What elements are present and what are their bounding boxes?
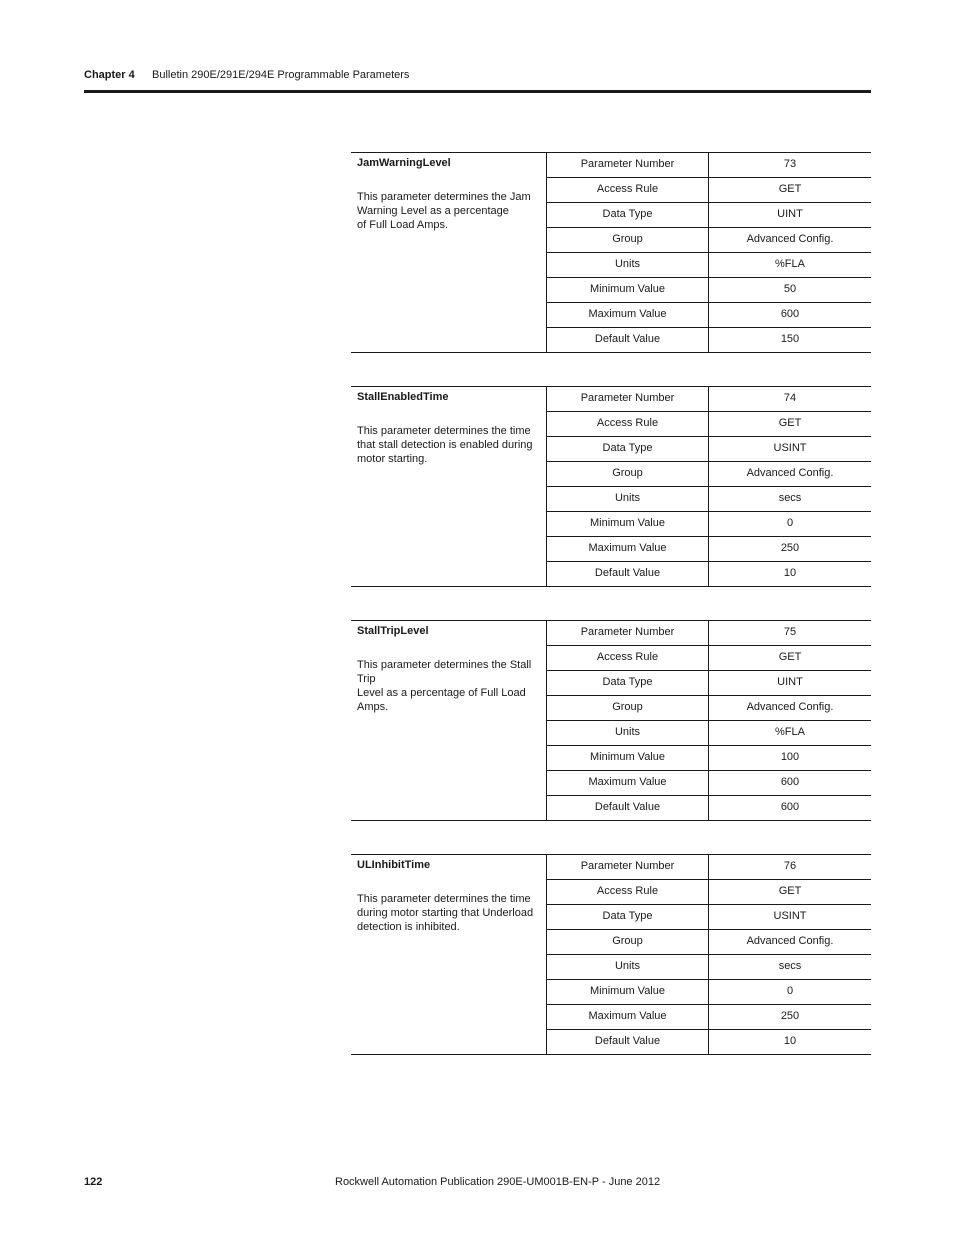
attribute-label: Parameter Number	[547, 855, 709, 879]
attribute-value: GET	[778, 885, 802, 897]
parameter-name: JamWarningLevel	[357, 157, 451, 169]
attribute-value: 600	[780, 308, 800, 320]
attribute-value: Advanced Config.	[746, 935, 834, 947]
attribute-label: Maximum Value	[547, 1005, 709, 1029]
attribute-label: Units	[547, 721, 709, 745]
parameter-attributes-table	[547, 153, 871, 352]
attribute-label: Maximum Value	[547, 537, 709, 561]
parameter-description: This parameter determines the time that stall detection is enabled during motor starting.	[357, 425, 533, 465]
table-row	[547, 328, 871, 352]
attribute-value: 10	[783, 1035, 797, 1047]
attribute-label: Units	[547, 253, 709, 277]
table-row	[547, 253, 871, 278]
attribute-label: Parameter Number	[547, 621, 709, 645]
attribute-label: Data Type	[547, 905, 709, 929]
attribute-label: Access Rule	[547, 412, 709, 436]
table-row	[547, 203, 871, 228]
attribute-value: 600	[780, 801, 800, 813]
attribute-value: 10	[783, 567, 797, 579]
table-row	[547, 303, 871, 328]
table-row	[547, 278, 871, 303]
attribute-label: Data Type	[547, 671, 709, 695]
attribute-value: UINT	[777, 208, 803, 220]
parameter-description-cell	[351, 855, 547, 1054]
table-row	[547, 512, 871, 537]
attribute-value: %FLA	[775, 258, 805, 270]
table-row	[547, 387, 871, 412]
attribute-value: 100	[780, 751, 800, 763]
attribute-value: 75	[783, 626, 797, 638]
attribute-value: 50	[783, 283, 797, 295]
table-row	[547, 178, 871, 203]
parameter-description-cell	[351, 621, 547, 820]
attribute-label: Data Type	[547, 437, 709, 461]
attribute-label: Access Rule	[547, 646, 709, 670]
table-row	[547, 671, 871, 696]
attribute-value: 600	[780, 776, 800, 788]
table-row	[547, 1005, 871, 1030]
attribute-label: Parameter Number	[547, 153, 709, 177]
attribute-label: Minimum Value	[547, 746, 709, 770]
attribute-label: Default Value	[547, 562, 709, 586]
table-row	[547, 721, 871, 746]
attribute-label: Parameter Number	[547, 387, 709, 411]
attribute-value: 250	[780, 1010, 800, 1022]
attribute-label: Group	[547, 228, 709, 252]
attribute-label: Group	[547, 696, 709, 720]
attribute-value: Advanced Config.	[746, 701, 834, 713]
table-row	[547, 980, 871, 1005]
table-row	[547, 905, 871, 930]
attribute-label: Maximum Value	[547, 303, 709, 327]
table-row	[547, 153, 871, 178]
attribute-label: Maximum Value	[547, 771, 709, 795]
attribute-label: Default Value	[547, 796, 709, 820]
attribute-label: Default Value	[547, 328, 709, 352]
attribute-label: Group	[547, 930, 709, 954]
table-row	[547, 462, 871, 487]
attribute-value: GET	[778, 183, 802, 195]
parameter-attributes-table	[547, 387, 871, 586]
parameter-attributes-table	[547, 621, 871, 820]
chapter-label: Chapter 4	[84, 69, 135, 81]
attribute-value: USINT	[773, 442, 807, 454]
parameter-block	[351, 386, 871, 587]
table-row	[547, 412, 871, 437]
header-title: Bulletin 290E/291E/294E Programmable Parameters	[152, 69, 410, 81]
parameter-block	[351, 152, 871, 353]
table-row	[547, 930, 871, 955]
attribute-value: 76	[783, 860, 797, 872]
parameter-name: StallEnabledTime	[357, 391, 449, 403]
attribute-value: UINT	[777, 676, 803, 688]
parameter-description: This parameter determines the time during motor starting that Underload detection is inhibited.	[357, 893, 534, 933]
table-row	[547, 855, 871, 880]
attribute-value: GET	[778, 651, 802, 663]
attribute-label: Minimum Value	[547, 512, 709, 536]
table-row	[547, 562, 871, 586]
table-row	[547, 537, 871, 562]
parameter-description-cell	[351, 153, 547, 352]
attribute-value: secs	[778, 492, 802, 504]
attribute-value: GET	[778, 417, 802, 429]
table-row	[547, 646, 871, 671]
attribute-label: Units	[547, 487, 709, 511]
table-row	[547, 1030, 871, 1054]
table-row	[547, 487, 871, 512]
attribute-label: Units	[547, 955, 709, 979]
attribute-value: USINT	[773, 910, 807, 922]
attribute-label: Data Type	[547, 203, 709, 227]
table-row	[547, 228, 871, 253]
attribute-value: %FLA	[775, 726, 805, 738]
attribute-label: Access Rule	[547, 178, 709, 202]
attribute-value: 150	[780, 333, 800, 345]
parameter-description: This parameter determines the Stall Trip Level as a percentage of Full Load Amps.	[357, 659, 532, 713]
attribute-label: Default Value	[547, 1030, 709, 1054]
table-row	[547, 796, 871, 820]
table-row	[547, 955, 871, 980]
table-row	[547, 880, 871, 905]
table-row	[547, 771, 871, 796]
page-header	[84, 66, 871, 93]
parameter-description-cell	[351, 387, 547, 586]
publication-info: Rockwell Automation Publication 290E-UM001B-EN-P - June 2012	[335, 1176, 661, 1188]
parameter-name: ULInhibitTime	[357, 859, 431, 871]
table-row	[547, 746, 871, 771]
parameter-block	[351, 854, 871, 1055]
parameter-name: StallTripLevel	[357, 625, 429, 637]
attribute-label: Access Rule	[547, 880, 709, 904]
parameter-attributes-table	[547, 855, 871, 1054]
attribute-value: Advanced Config.	[746, 467, 834, 479]
attribute-value: secs	[778, 960, 802, 972]
attribute-value: 73	[783, 158, 797, 170]
attribute-value: Advanced Config.	[746, 233, 834, 245]
table-row	[547, 696, 871, 721]
table-row	[547, 437, 871, 462]
attribute-value: 250	[780, 542, 800, 554]
attribute-label: Minimum Value	[547, 278, 709, 302]
page-number: 122	[84, 1176, 103, 1188]
table-row	[547, 621, 871, 646]
attribute-value: 0	[786, 517, 794, 529]
attribute-value: 74	[783, 392, 797, 404]
attribute-value: 0	[786, 985, 794, 997]
parameter-description: This parameter determines the Jam Warning Level as a percentage of Full Load Amps.	[357, 191, 531, 231]
parameter-block	[351, 620, 871, 821]
attribute-label: Minimum Value	[547, 980, 709, 1004]
attribute-label: Group	[547, 462, 709, 486]
